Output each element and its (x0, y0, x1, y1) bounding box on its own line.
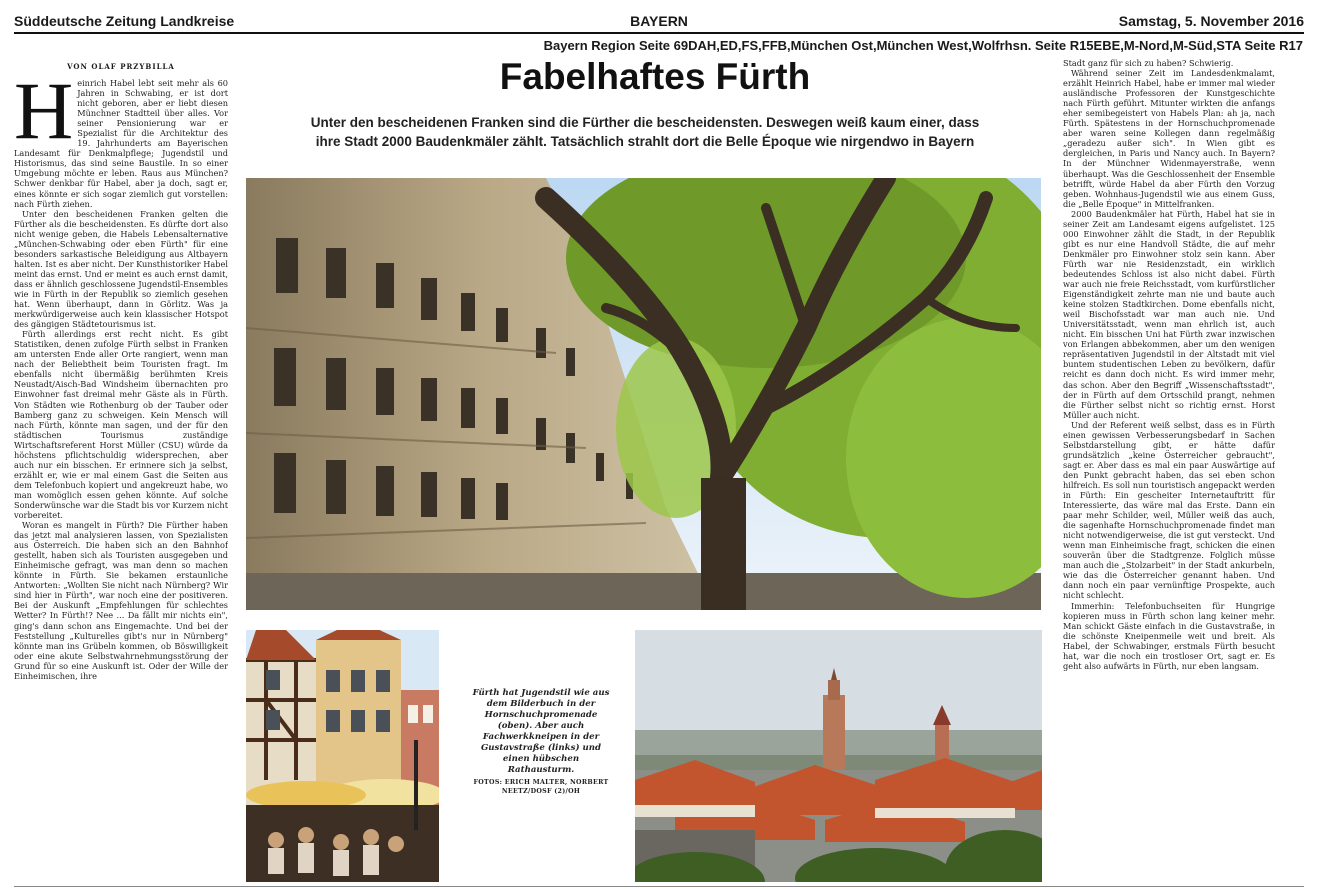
page-masthead (14, 13, 1304, 33)
gustavstrasse-photo (246, 630, 439, 882)
body-paragraph: Fürth allerdings erst recht nicht. Es gibt Statistiken, denen zufolge Fürth selbst in Franken am untersten Ende aller Orte rangiert, wenn man nach der Beliebtheit beim Touristen fragt. Im ebenfalls nicht übermäßig berühmten Kreis Neustadt/Aisch-Bad Windsheim übernachten pro Einwohner fast dreimal mehr Gäste als in Fürth. Von Städten wie Rothenburg ob der Tauber oder Bamberg ganz zu schweigen. Kein Mensch will nach Fürth, könnte man sagen, und der für den städtischen Tourismus zuständige Wirtschaftsreferent Horst Müller (CSU) würde da höchstens pflichtschuldig widersprechen, aber auch nur ein bisschen. Er erinnere sich ja selbst, erzählt er, wie er mal einem Gast die Seiten aus dem Telefonbuch kopiert und angekreuzt habe, wo man womöglich essen gehen könnte. Auf solche Sonderwünsche war die Stadt bis vor Kurzem nicht vorbereitet. (14, 329, 228, 521)
photo-caption (472, 688, 610, 796)
article-column-right (1063, 58, 1275, 884)
byline: VON OLAF PRZYBILLA (67, 62, 175, 71)
body-paragraph: 2000 Baudenkmäler hat Fürth, Habel hat sie in seiner Zeit am Landesamt eigens aufgelistet. 125 000 Einwohner zählt die Stadt, in der Republik gibt es nur eine Handvoll Städte, die auf mehr Denkmäler pro Einwohner stolz sein kann. Aber Fürth war nie Residenzstadt, ein wirklich bedeutendes Schloss ist also nicht dabei. Fürth war auch nie freie Reichsstadt, vom kurfürstlicher Eigenständigkeit zehrte man nie und baute auch keine stolzen Stadtkirchen. Dome ebenfalls nicht, weil Bischofsstadt war man auch nie. Und Universitätsstadt, wenn man ehrlich ist, auch nicht. Ein bisschen Uni hat Fürth zwar inzwischen von Erlangen abbekommen, aber um den wenigen repräsentativen Jugendstil in der Altstadt mit viel buntem studentischen Leben zu bevölkern, dafür reicht es dann doch nicht. Es wird immer mehr, das schon. Aber den Begriff „Wissenschaftsstadt", der in Fürth auf dem Ortsschild prangt, nehmen die Fürther selbst nicht so richtig ernst. Horst Müller auch nicht. (1063, 208, 1275, 420)
bottom-rule (14, 886, 1304, 887)
masthead-rule (14, 32, 1304, 34)
body-paragraph: Stadt ganz für sich zu haben? Schwierig. (1063, 58, 1234, 68)
promenade-photo (246, 178, 1041, 610)
article-column-left (14, 78, 228, 884)
issue-date: Samstag, 5. November 2016 (1118, 13, 1304, 29)
body-paragraph: Und der Referent weiß selbst, dass es in Fürth einen gewissen Verbesserungsbedarf in Sachen Selbstdarstellung gibt, er hätte dafür grundsätzlich „keine Österreicher gebraucht", sagt er. Aber dass es mal ein paar Auswärtige auf den Punkt gebracht haben, das sei eben schon hilfreich. Es soll nun touristisch angepackt werden in Fürth: Ein gescheiter Internetauftritt für Interessierte, das wäre mal das Erste. Dann ein paar mehr Schilder, weil, Müller weiß das auch, die sagenhafte Hornschuchpromenade findet man nicht notwendigerweise, die ist gut versteckt. Und wenn man Einheimische fragt, schicken die einen souverän über die Stadtgrenze. Folglich müsse man auch die „Stolzarbeit" in der Stadt ankurbeln, wie das die Österreicher genannt haben. Und dann noch ein paar vernünftige Prospekte, auch nicht schlecht. (1063, 419, 1275, 601)
body-paragraph: Immerhin: Telefonbuchseiten für Hungrige kopieren muss in Fürth schon lang keiner mehr. Man schickt Gäste einfach in die Gustavstraße, in die schönste Kneipenmeile weit und breit. Als Habel, der Schwabinger, erstmals Fürth besucht hat, war die noch ein trostloser Ort, sagt er. Es geht also aufwärts in Fürth, nur eben langsam. (1063, 600, 1275, 671)
body-paragraph: Während seiner Zeit im Landesdenkmalamt, erzählt Heinrich Habel, habe er immer mal wieder ausländische Professoren der Kunstgeschichte nach Fürth geführt. Mitunter wirkten die anfangs eher semibegeistert von Habels Plan: ah ja, nach Fürth. Spätestens in der Hornschuchpromenade aber waren seine Kollegen dann regelmäßig „geradezu außer sich". In Wien gibt es dergleichen, in Paris und Nancy auch. In Bayern? In der Münchner Widenmayerstraße, wenn überhaupt. Was die Geschlossenheit der Ensemble betrifft, würde Habel da aber Fürth den Vorzug geben. Wohnhaus-Jugendstil wie aus einem Guss, die „Belle Époque" in Mittelfranken. (1063, 68, 1275, 209)
regional-editions: Bayern Region Seite 69DAH,ED,FS,FFB,München Ost,München West,Wolfrhsn. Seite R15EBE,M-Nord,M-Süd,STA Seite R17 (543, 38, 1303, 53)
body-paragraph: Unter den bescheidenen Franken gelten die Fürther als die bescheidensten. Es dürfte dort also nicht wenige geben, die Habels Lebensalternative „München-Schwabing oder eben Fürth" für eine besonders sarkastische Beleidigung aus Altbayern halten. Ist es aber nicht. Der Kunsthistoriker Habel meint das ernst. Und er meint es auch ernst damit, dass er ähnlich geschlossene Jugendstil-Ensembles wie in Fürth in der Republik so ziemlich gesehen hat. Wenn überhaupt, dann in Görlitz. Was ja merkwürdigerweise auch kein klassischer Hotspot des gängigen Städtetourismus ist. (14, 208, 228, 330)
town-hall-tower-photo (635, 630, 1042, 882)
newspaper-name: Süddeutsche Zeitung Landkreise (14, 13, 235, 29)
body-paragraph: Woran es mangelt in Fürth? Die Fürther haben das jetzt mal analysieren lassen, von Spezialisten aus Österreich. Die haben sich an den Bahnhof gestellt, haben sich als Touristen ausgegeben und Einheimische gefragt, was man denn so machen könnte in Fürth. Sie bekamen erstaunliche Antworten: „Wollten Sie nicht nach Nürnberg? Wir sind hier in Fürth", war noch eine der positiveren. Bei der Auskunft „Empfehlungen für schlechtes Wetter? In Fürth!? Nee ... Da fällt mir nichts ein", ging's dann schon ans Eingemachte. Und bei der Feststellung „Kulturelles gibt's nur in Nürnberg" könnte man ins Grübeln kommen, ob Böswilligkeit oder eine akute Selbstwahrnehmungsstörung der Grund für so eine Auskunft ist. Oder der Wille der Einheimischen, ihre (14, 520, 228, 681)
body-paragraph: einrich Habel lebt seit mehr als 60 Jahren in Schwabing, er ist dort nicht geboren, aber er liebt diesen Münchner Stadtteil über alles. Vor seiner Pensionierung war er Spezialist für die Architektur des 19. Jahrhunderts am Bayerischen Landesamt für Denkmalpflege; Jugendstil und Historismus, das sind seine Baustile. In so einer Umgebung möchte er leben. Raus aus München? Schwer denkbar für Habel, aber ja doch, sagt er, eines könnte er sich sogar ziemlich gut vorstellen: nach Fürth ziehen. (14, 78, 228, 209)
drop-cap: H (14, 78, 74, 156)
section-name: BAYERN (630, 13, 688, 29)
caption-text: Fürth hat Jugendstil wie aus dem Bilderbuch in der Hornschuchpromenade (oben). Aber auch Fachwerkkneipen in der Gustavstraße (links) und einen hübschen Rathausturm. (472, 688, 610, 775)
headline: Fabelhaftes Fürth (499, 56, 811, 97)
subheadline: Unter den bescheidenen Franken sind die Fürther die bescheidensten. Deswegen weiß kaum einer, dass ihre Stadt 2000 Baudenkmäler zählt. Tatsächlich strahlt dort die Belle Époque wie nirgendwo in Bayern (310, 115, 980, 149)
photo-credit: FOTOS: ERICH MALTER, NORBERT NEETZ/DOSF (2)/OH (473, 779, 609, 795)
